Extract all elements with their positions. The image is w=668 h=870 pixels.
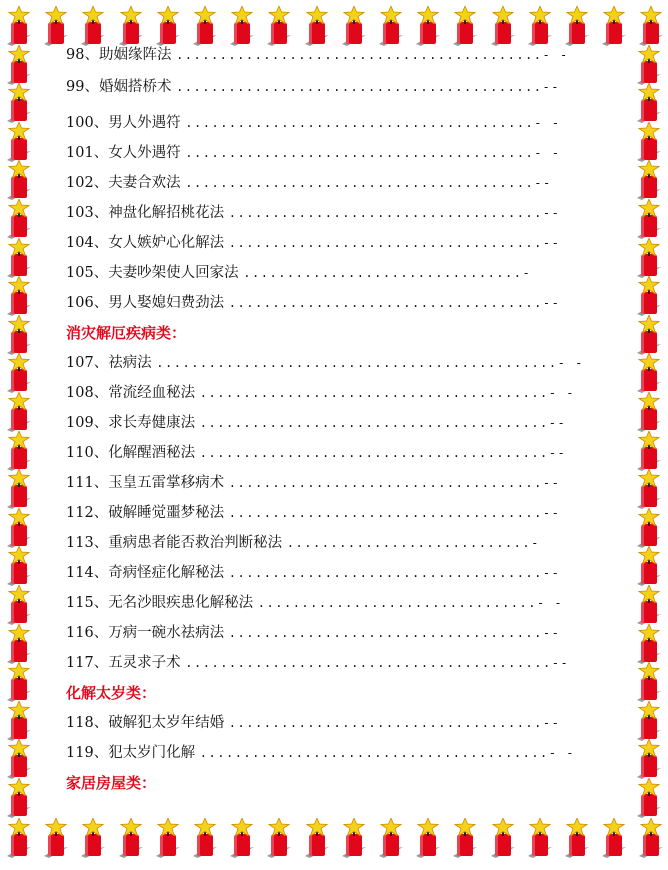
candle-icon bbox=[153, 818, 183, 858]
candle-icon bbox=[599, 6, 629, 46]
entry-title: 奇病怪症化解秘法 bbox=[108, 565, 225, 581]
candle-icon bbox=[4, 199, 34, 239]
candle-icon bbox=[41, 818, 71, 858]
entry-title: 五灵求子术 bbox=[108, 655, 181, 671]
toc-entry bbox=[66, 292, 560, 314]
dot-leader: ....................................-- bbox=[228, 716, 561, 730]
toc-entry bbox=[66, 262, 531, 284]
entry-separator: 、 bbox=[93, 205, 109, 221]
candle-icon bbox=[634, 238, 664, 278]
dot-leader: ........................................-- bbox=[185, 176, 552, 190]
entry-title: 万病一碗水祛病法 bbox=[108, 625, 225, 641]
candle-icon bbox=[413, 818, 443, 858]
dot-leader: ........................................-- bbox=[199, 416, 567, 430]
dot-leader: ..........................................-- bbox=[185, 656, 570, 670]
entry-title: 男人娶媳妇费劲法 bbox=[108, 295, 225, 311]
entry-title: 求长寿健康法 bbox=[108, 415, 196, 431]
section-heading: 家居房屋类： bbox=[66, 774, 157, 792]
entry-separator: 、 bbox=[93, 175, 109, 191]
candle-icon bbox=[525, 818, 555, 858]
candle-icon bbox=[41, 6, 71, 46]
section-heading: 化解太岁类： bbox=[66, 684, 157, 702]
entry-separator: 、 bbox=[93, 415, 109, 431]
toc-entry bbox=[66, 742, 575, 764]
dot-leader: ..........................................-- bbox=[176, 80, 560, 94]
dot-leader: ........................................-- bbox=[199, 446, 567, 460]
entry-number: 112 bbox=[66, 505, 94, 521]
entry-separator: 、 bbox=[84, 79, 99, 95]
entry-title: 无名沙眼疾患化解秘法 bbox=[108, 595, 254, 611]
dot-leader: ........................................- - bbox=[199, 746, 575, 760]
entry-title: 破解睡觉噩梦秘法 bbox=[108, 505, 225, 521]
candle-icon bbox=[190, 818, 220, 858]
entry-separator: 、 bbox=[93, 235, 109, 251]
toc-entry bbox=[66, 232, 560, 254]
toc-entry bbox=[66, 532, 540, 554]
candle-icon bbox=[634, 546, 664, 586]
dot-leader: ....................................-- bbox=[228, 206, 561, 220]
dot-leader: ............................- bbox=[286, 536, 540, 550]
toc-entry bbox=[66, 44, 569, 66]
candle-icon bbox=[634, 701, 664, 741]
candle-icon bbox=[78, 6, 108, 46]
entry-number: 111 bbox=[66, 475, 94, 491]
candle-icon bbox=[78, 818, 108, 858]
candle-icon bbox=[4, 315, 34, 355]
dot-leader: ....................................-- bbox=[228, 296, 561, 310]
candle-icon bbox=[634, 315, 664, 355]
entry-title: 破解犯太岁年结婚 bbox=[108, 715, 225, 731]
candle-icon bbox=[634, 199, 664, 239]
candle-icon bbox=[634, 392, 664, 432]
entry-number: 113 bbox=[66, 535, 94, 551]
candle-icon bbox=[4, 83, 34, 123]
toc-entry bbox=[66, 382, 575, 404]
toc-entry bbox=[66, 76, 560, 98]
candle-icon bbox=[562, 818, 592, 858]
entry-number: 108 bbox=[66, 385, 94, 401]
candle-icon bbox=[4, 45, 34, 85]
entry-separator: 、 bbox=[93, 385, 109, 401]
entry-separator: 、 bbox=[93, 625, 109, 641]
entry-separator: 、 bbox=[93, 355, 109, 371]
toc-entry bbox=[66, 712, 560, 734]
entry-separator: 、 bbox=[93, 295, 109, 311]
candle-icon bbox=[339, 6, 369, 46]
candle-icon bbox=[634, 45, 664, 85]
candle-icon bbox=[488, 818, 518, 858]
dot-leader: ....................................-- bbox=[228, 236, 561, 250]
entry-title: 玉皇五雷掌移病术 bbox=[108, 475, 225, 491]
entry-number: 114 bbox=[66, 565, 94, 581]
candle-icon bbox=[4, 276, 34, 316]
dot-leader: ....................................-- bbox=[228, 476, 561, 490]
toc-entry bbox=[66, 472, 560, 494]
candle-icon bbox=[376, 6, 406, 46]
candle-icon bbox=[4, 469, 34, 509]
toc-entry bbox=[66, 652, 569, 674]
entry-title: 助姻缘阵法 bbox=[98, 47, 172, 63]
toc-entry bbox=[66, 112, 560, 134]
candle-icon bbox=[634, 508, 664, 548]
dot-leader: ................................- bbox=[243, 266, 532, 280]
entry-number: 117 bbox=[66, 655, 94, 671]
entry-title: 夫妻吵架使人回家法 bbox=[108, 265, 239, 281]
candle-icon bbox=[190, 6, 220, 46]
section-heading: 消灾解厄疾病类： bbox=[66, 324, 187, 342]
dot-leader: ..............................................- - bbox=[156, 356, 584, 370]
entry-title: 女人嫉妒心化解法 bbox=[108, 235, 225, 251]
entry-number: 118 bbox=[66, 715, 94, 731]
entry-number: 103 bbox=[66, 205, 94, 221]
dot-leader: ................................- - bbox=[257, 596, 564, 610]
dot-leader: ....................................-- bbox=[228, 506, 561, 520]
toc-entry bbox=[66, 412, 566, 434]
candle-icon bbox=[4, 122, 34, 162]
entry-number: 119 bbox=[66, 745, 94, 761]
candle-icon bbox=[562, 6, 592, 46]
candle-icon bbox=[634, 469, 664, 509]
candle-icon bbox=[634, 160, 664, 200]
dot-leader: ....................................-- bbox=[228, 566, 561, 580]
candle-icon bbox=[4, 778, 34, 818]
entry-title: 犯太岁门化解 bbox=[108, 745, 196, 761]
entry-separator: 、 bbox=[93, 655, 109, 671]
dot-leader: ........................................- - bbox=[185, 116, 561, 130]
candle-icon bbox=[4, 392, 34, 432]
toc-entry bbox=[66, 172, 552, 194]
candle-icon bbox=[634, 624, 664, 664]
entry-separator: 、 bbox=[93, 265, 109, 281]
candle-icon bbox=[4, 431, 34, 471]
entry-title: 男人外遇符 bbox=[108, 115, 181, 131]
entry-number: 107 bbox=[66, 355, 94, 371]
candle-icon bbox=[634, 122, 664, 162]
toc-entry bbox=[66, 142, 560, 164]
entry-number: 102 bbox=[66, 175, 94, 191]
entry-title: 化解醒酒秘法 bbox=[108, 445, 196, 461]
candle-icon bbox=[4, 353, 34, 393]
candle-icon bbox=[116, 818, 146, 858]
candle-icon bbox=[4, 624, 34, 664]
dot-leader: ..........................................- - bbox=[176, 48, 569, 62]
candle-icon bbox=[4, 160, 34, 200]
toc-entry bbox=[66, 352, 584, 374]
candle-icon bbox=[636, 818, 666, 858]
candle-icon bbox=[634, 276, 664, 316]
dot-leader: ....................................-- bbox=[228, 626, 561, 640]
entry-separator: 、 bbox=[84, 47, 99, 63]
entry-title: 夫妻合欢法 bbox=[108, 175, 181, 191]
candle-icon bbox=[116, 6, 146, 46]
entry-number: 105 bbox=[66, 265, 94, 281]
candle-icon bbox=[302, 818, 332, 858]
entry-separator: 、 bbox=[93, 535, 109, 551]
toc-entry bbox=[66, 592, 563, 614]
entry-title: 常流经血秘法 bbox=[108, 385, 196, 401]
candle-icon bbox=[634, 585, 664, 625]
entry-separator: 、 bbox=[93, 445, 109, 461]
candle-icon bbox=[636, 6, 666, 46]
candle-icon bbox=[634, 353, 664, 393]
entry-title: 祛病法 bbox=[108, 355, 152, 371]
candle-icon bbox=[634, 739, 664, 779]
entry-title: 重病患者能否救治判断秘法 bbox=[108, 535, 283, 551]
entry-separator: 、 bbox=[93, 595, 109, 611]
candle-icon bbox=[264, 6, 294, 46]
entry-number: 109 bbox=[66, 415, 94, 431]
entry-separator: 、 bbox=[93, 115, 109, 131]
entry-number: 106 bbox=[66, 295, 94, 311]
entry-separator: 、 bbox=[93, 475, 109, 491]
entry-separator: 、 bbox=[93, 145, 109, 161]
entry-number: 99 bbox=[66, 79, 85, 95]
entry-number: 98 bbox=[66, 47, 85, 63]
candle-icon bbox=[153, 6, 183, 46]
candle-icon bbox=[264, 818, 294, 858]
toc-entry bbox=[66, 562, 560, 584]
candle-icon bbox=[4, 546, 34, 586]
candle-icon bbox=[4, 508, 34, 548]
toc-entry bbox=[66, 502, 560, 524]
candle-icon bbox=[413, 6, 443, 46]
candle-icon bbox=[634, 778, 664, 818]
candle-icon bbox=[4, 6, 34, 46]
toc-entry bbox=[66, 622, 560, 644]
entry-title: 神盘化解招桃花法 bbox=[108, 205, 225, 221]
candle-icon bbox=[227, 818, 257, 858]
candle-icon bbox=[634, 662, 664, 702]
candle-icon bbox=[634, 431, 664, 471]
candle-icon bbox=[4, 701, 34, 741]
candle-icon bbox=[450, 818, 480, 858]
entry-separator: 、 bbox=[93, 715, 109, 731]
candle-icon bbox=[4, 238, 34, 278]
candle-icon bbox=[4, 818, 34, 858]
toc-entry bbox=[66, 202, 560, 224]
candle-icon bbox=[302, 6, 332, 46]
candle-icon bbox=[450, 6, 480, 46]
candle-icon bbox=[376, 818, 406, 858]
candle-icon bbox=[4, 662, 34, 702]
entry-separator: 、 bbox=[93, 565, 109, 581]
entry-separator: 、 bbox=[93, 745, 109, 761]
candle-icon bbox=[525, 6, 555, 46]
entry-number: 116 bbox=[66, 625, 94, 641]
candle-icon bbox=[4, 585, 34, 625]
toc-entry bbox=[66, 442, 566, 464]
entry-number: 100 bbox=[66, 115, 94, 131]
entry-separator: 、 bbox=[93, 505, 109, 521]
entry-number: 101 bbox=[66, 145, 94, 161]
dot-leader: ........................................- - bbox=[199, 386, 575, 400]
candle-icon bbox=[339, 818, 369, 858]
entry-number: 115 bbox=[66, 595, 94, 611]
entry-number: 110 bbox=[66, 445, 94, 461]
candle-icon bbox=[227, 6, 257, 46]
candle-icon bbox=[4, 739, 34, 779]
dot-leader: ........................................- - bbox=[185, 146, 561, 160]
entry-title: 女人外遇符 bbox=[108, 145, 181, 161]
entry-number: 104 bbox=[66, 235, 94, 251]
candle-icon bbox=[634, 83, 664, 123]
entry-title: 婚姻搭桥术 bbox=[98, 79, 172, 95]
candle-icon bbox=[599, 818, 629, 858]
candle-icon bbox=[488, 6, 518, 46]
